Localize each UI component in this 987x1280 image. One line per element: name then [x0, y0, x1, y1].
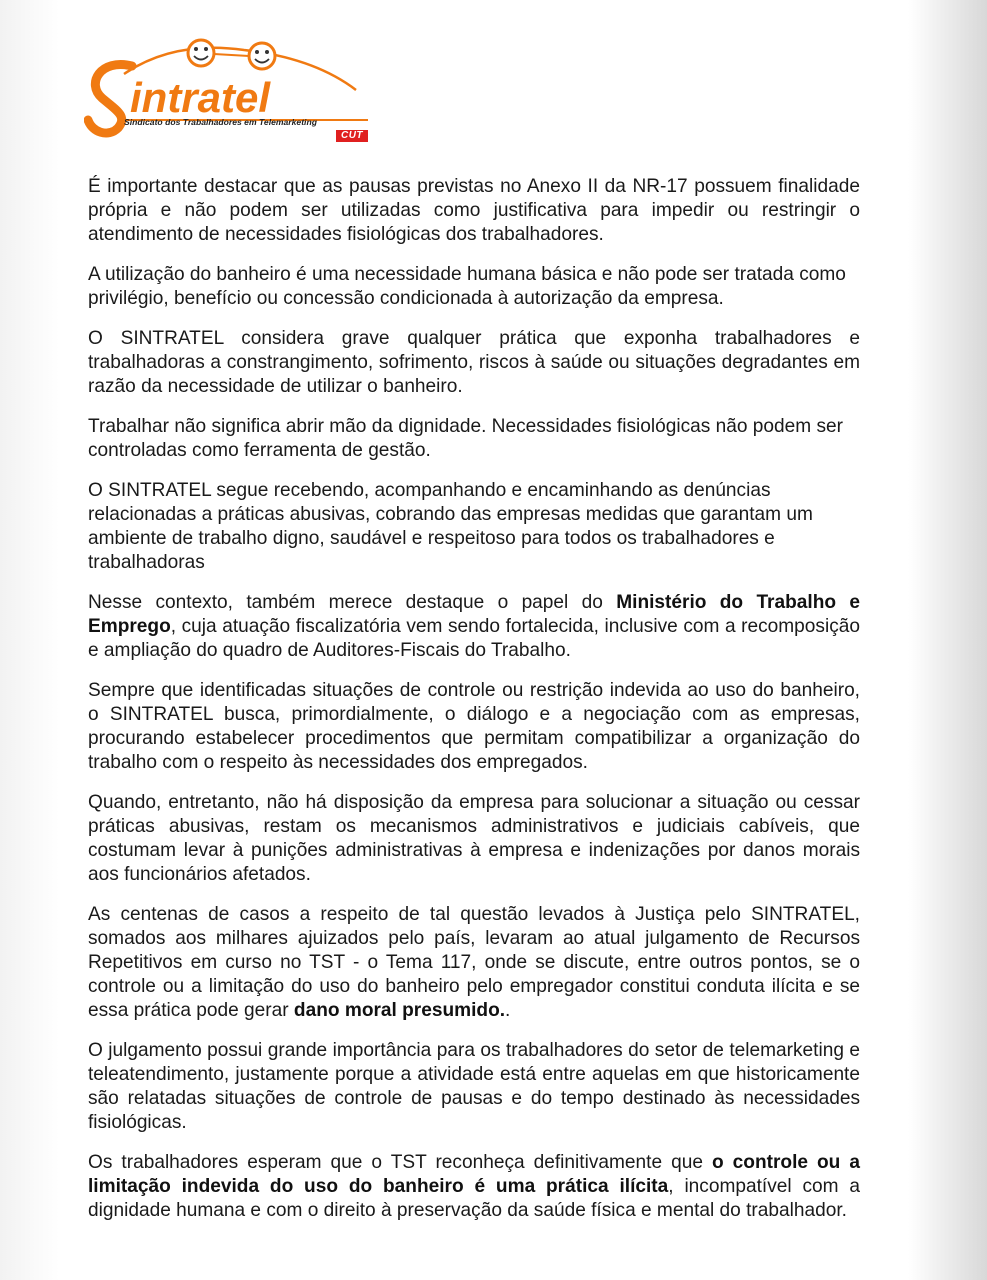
text-run: É importante destacar que as pausas previstas no Anexo II da NR-17 possuem finalidade própria e não podem ser utilizadas como justificativa para impedir ou restringir o atendimento de necessidades fisiológicas dos trabalhadores.: [88, 176, 860, 245]
text-run: O julgamento possui grande importância para os trabalhadores do setor de telemarketing e teleatendimento, justamente porque a atividade está entre aquelas em que historicamente são relatadas situações de controle de pausas e do tempo destinado às necessidades fisiológicas.: [88, 1040, 860, 1133]
paragraph: [88, 327, 860, 399]
text-run: O SINTRATEL considera grave qualquer prática que exponha trabalhadores e trabalhadoras a constrangimento, sofrimento, riscos à saúde ou situações degradantes em razão da necessidade de utilizar o banheiro.: [88, 328, 860, 397]
smiley-left-icon: [188, 40, 214, 66]
text-run: Sempre que identificadas situações de controle ou restrição indevida ao uso do banheiro, o SINTRATEL busca, primordialmente, o diálogo e a negociação com as empresas, procurando estabelecer procedimentos que permitam compatibilizar a organização do trabalho com o respeito às necessidades dos empregados.: [88, 680, 860, 773]
sintratel-logo: [84, 36, 374, 146]
cut-badge: CUT: [336, 130, 368, 142]
text-run: A utilização do banheiro é uma necessidade humana básica e não pode ser tratada como privilégio, benefício ou concessão condicionada à autorização da empresa.: [88, 264, 846, 309]
text-run: Nesse contexto, também merece destaque o papel do: [88, 592, 617, 613]
paragraph: [88, 175, 860, 247]
text-run: , cuja atuação fiscalizatória vem sendo fortalecida, inclusive com a recomposição e ampliação do quadro de Auditores-Fiscais do Trabalho.: [88, 616, 860, 661]
text-run: Quando, entretanto, não há disposição da empresa para solucionar a situação ou cessar práticas abusivas, restam os mecanismos administrativos e judiciais cabíveis, que costumam levar à punições administrativas à empresa e indenizações por danos morais aos funcionários afetados.: [88, 792, 860, 885]
paragraph: [88, 1039, 860, 1135]
paragraph: [88, 591, 860, 663]
text-run: .: [505, 1000, 511, 1021]
text-run: As centenas de casos a respeito de tal questão levados à Justiça pelo SINTRATEL, somados aos milhares ajuizados pelo país, levaram ao atual julgamento de Recursos Repetitivos em curso no TST - o Tema 117, onde se discute, entre outros pontos, se o controle ou a limitação do uso do banheiro pelo empregador constitui conduta ilícita e se essa prática pode gerar: [88, 904, 860, 1021]
paragraph: [88, 1151, 860, 1223]
paragraph: [88, 263, 860, 311]
svg-text:intratel: intratel: [130, 74, 271, 121]
text-run: , incompatível com a dignidade humana e com o direito à preservação da saúde física e mental do trabalhador.: [88, 1176, 860, 1221]
sintratel-logo-mark: [84, 36, 374, 146]
paragraph: [88, 679, 860, 775]
paragraph: [88, 903, 860, 1023]
bold-text: Ministério do Trabalho e Emprego: [88, 592, 860, 637]
document-body: [88, 175, 860, 1239]
bold-text: dano moral presumido.: [293, 1000, 506, 1021]
paragraph: [88, 415, 860, 463]
text-run: Trabalhar não significa abrir mão da dignidade. Necessidades fisiológicas não podem ser controladas como ferramenta de gestão.: [88, 416, 843, 461]
bold-text: o controle ou a limitação indevida do uso do banheiro é uma prática ilícita: [88, 1152, 860, 1197]
paragraph: [88, 791, 860, 887]
paragraph: [88, 479, 860, 575]
text-run: Os trabalhadores esperam que o TST reconheça definitivamente que: [88, 1152, 712, 1173]
smiley-right-icon: [249, 43, 275, 69]
text-run: O SINTRATEL segue recebendo, acompanhando e encaminhando as denúncias relacionadas a práticas abusivas, cobrando das empresas medidas que garantam um ambiente de trabalho digno, saudável e respeitoso para todos os trabalhadores e trabalhadoras: [88, 480, 813, 573]
logo-subtitle: Sindicato dos Trabalhadores em Telemarketing: [124, 117, 317, 127]
